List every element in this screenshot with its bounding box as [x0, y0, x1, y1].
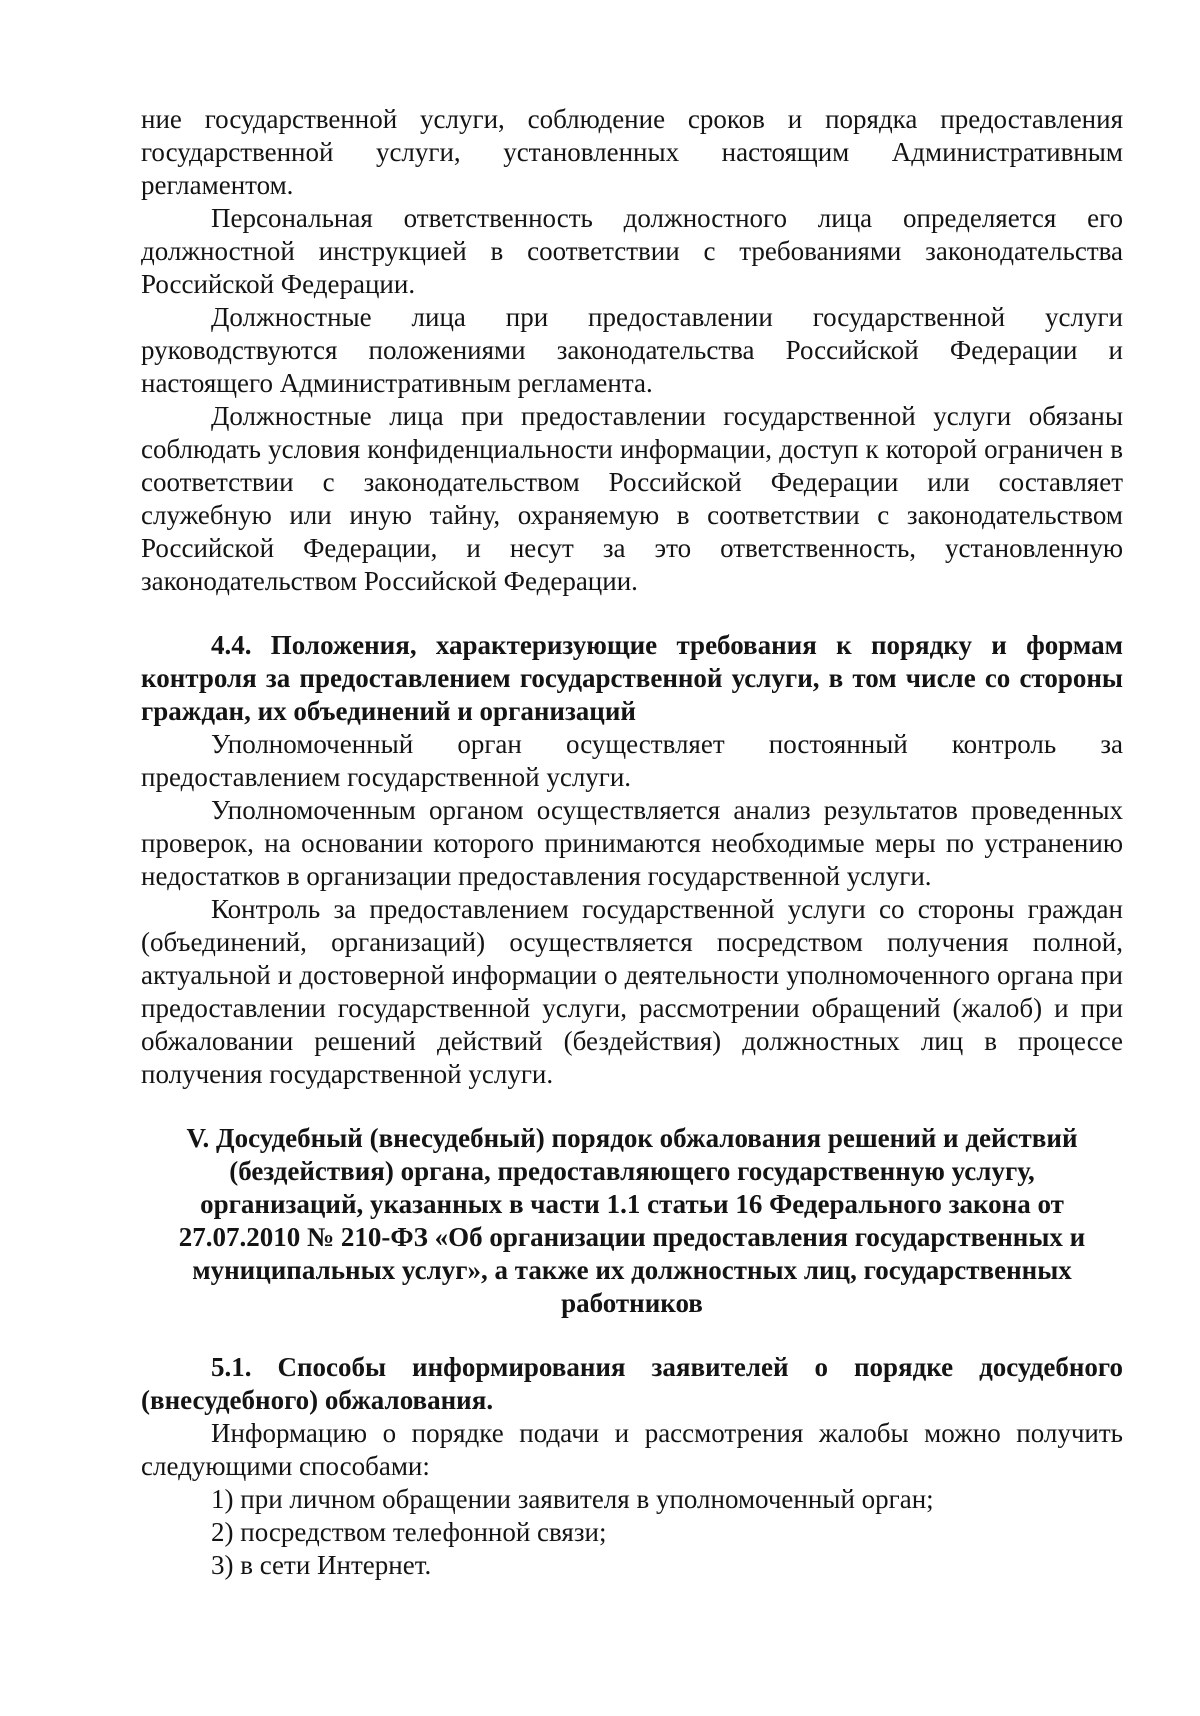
- spacer: [141, 1320, 1123, 1351]
- section-4-4-heading: 4.4. Положения, характеризующие требования к порядку и формам контроля за предоставлением государственной услуги, в том числе со стороны граждан, их объединений и организаций: [141, 630, 1123, 726]
- section-4-4-paragraph: Уполномоченным органом осуществляется анализ результатов проведенных проверок, на основании которого принимаются необходимые меры по устранению недостатков в организации предоставления государственной услуги.: [141, 795, 1123, 891]
- spacer: [141, 1091, 1123, 1122]
- section-5-1-heading: 5.1. Способы информирования заявителей о порядке досудебного (внесудебного) обжалования.: [141, 1352, 1123, 1415]
- document-body: [141, 103, 1123, 1582]
- section-4-4-paragraph: Уполномоченный орган осуществляет постоянный контроль за предоставлением государственной услуги.: [141, 729, 1123, 792]
- list-item: 1) при личном обращении заявителя в уполномоченный орган;: [211, 1484, 934, 1514]
- paragraph-confidentiality: Должностные лица при предоставлении государственной услуги обязаны соблюдать условия конфиденциальности информации, доступ к которой ограничен в соответствии с законодательством Российской Федерации или составляет служебную или иную тайну, охраняемую в соответствии с законодательством Российской Федерации, и несут за это ответственность, установленную законодательством Российской Федерации.: [141, 401, 1123, 596]
- spacer: [141, 598, 1123, 629]
- paragraph-officials-guidance: Должностные лица при предоставлении государственной услуги руководствуются положениями законодательства Российской Федерации и настоящего Административным регламента.: [141, 302, 1123, 398]
- chapter-5-heading: V. Досудебный (внесудебный) порядок обжалования решений и действий (бездействия) органа, предоставляющего государственную услугу, организаций, указанных в части 1.1 статьи 16 Федерального закона от 27.07.2010 № 210-ФЗ «Об организации предоставления государственных и муниципальных услуг», а также их должностных лиц, государственных работников: [178, 1123, 1086, 1318]
- section-5-1-intro: Информацию о порядке подачи и рассмотрения жалобы можно получить следующими способами:: [141, 1418, 1123, 1481]
- section-4-4-paragraph: Контроль за предоставлением государственной услуги со стороны граждан (объединений, организаций) осуществляется посредством получения полной, актуальной и достоверной информации о деятельности уполномоченного органа при предоставлении государственной услуги, рассмотрении обращений (жалоб) и при обжаловании решений действий (бездействия) должностных лиц в процессе получения государственной услуги.: [141, 894, 1123, 1089]
- paragraph-continuation: ние государственной услуги, соблюдение сроков и порядка предоставления государственной услуги, установленных настоящим Административным регламентом.: [141, 104, 1123, 200]
- paragraph-personal-responsibility: Персональная ответственность должностного лица определяется его должностной инструкцией в соответствии с требованиями законодательства Российской Федерации.: [141, 203, 1123, 299]
- list-item: 2) посредством телефонной связи;: [211, 1517, 607, 1547]
- list-item: 3) в сети Интернет.: [211, 1550, 432, 1580]
